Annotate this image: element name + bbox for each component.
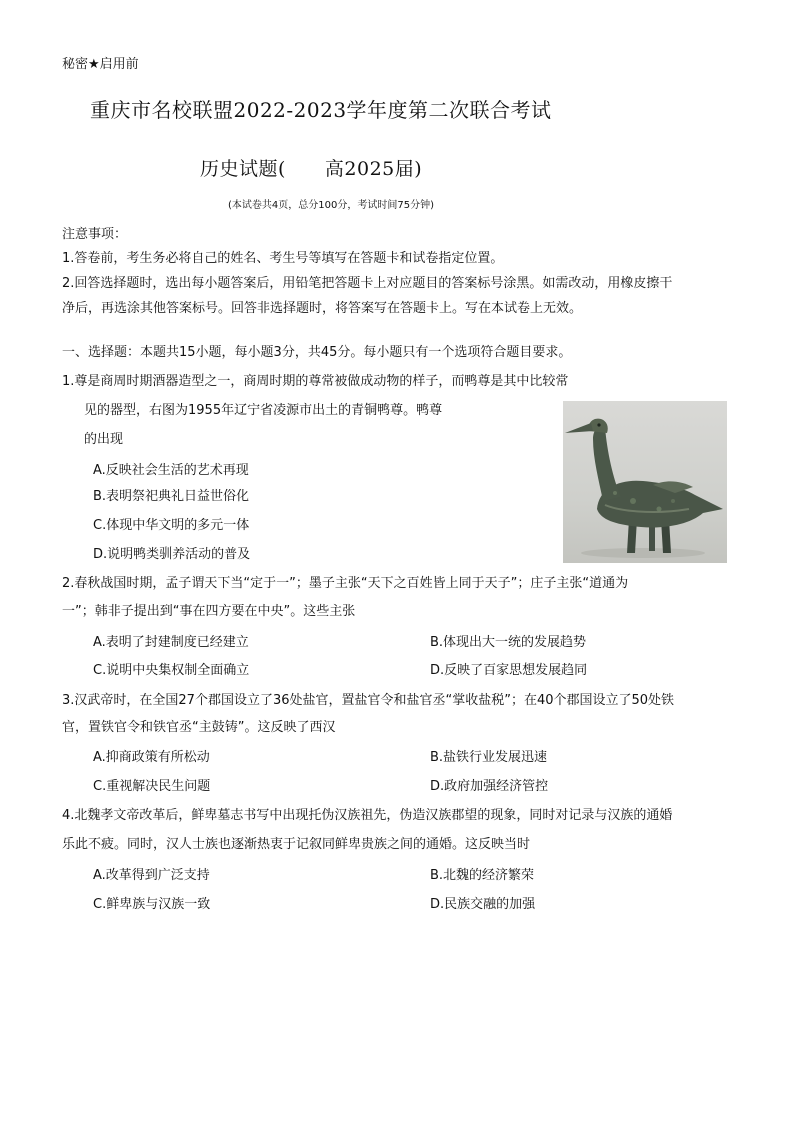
q2-option-b[interactable]: B.体现出大一统的发展趋势 [430,635,587,650]
secret-label: 秘密★启用前 [62,57,139,72]
q2-option-a[interactable]: A.表明了封建制度已经建立 [93,635,249,650]
q4-stem-line2: 乐此不疲。同时，汉人士族也逐渐热衷于记叙同鲜卑贵族之间的通婚。这反映当时 [62,837,531,852]
q3-stem-line2: 官，置铁官令和铁官丞“主鼓铸”。这反映了西汉 [62,720,336,735]
q4-stem-line1: 4.北魏孝文帝改革后，鲜卑墓志书写中出现托伪汉族祖先，伪造汉族郡望的现象，同时对记录与汉族的通婚 [62,808,673,823]
exam-subtitle: 历史试题( 高2025届) [200,158,423,180]
q2-stem-line2: 一”；韩非子提出到“事在四方要在中央”。这些主张 [62,604,356,619]
q1-stem-line2: 见的器型，右图为1955年辽宁省凌源市出土的青铜鸭尊。鸭尊 [84,403,443,418]
q3-option-b[interactable]: B.盐铁行业发展迅速 [430,750,548,765]
q4-option-d[interactable]: D.民族交融的加强 [430,897,536,912]
section-heading: 一、选择题：本题共15小题，每小题3分，共45分。每小题只有一个选项符合题目要求。 [62,345,572,360]
q2-option-c[interactable]: C.说明中央集权制全面确立 [93,663,250,678]
q1-option-c[interactable]: C.体现中华文明的多元一体 [93,518,250,533]
notes-item-2-line1: 2.回答选择题时，选出每小题答案后，用铅笔把答题卡上对应题目的答案标号涂黑。如需改动，用橡皮擦干 [62,276,673,291]
q1-stem-line3: 的出现 [84,432,124,447]
q4-option-c[interactable]: C.鲜卑族与汉族一致 [93,897,211,912]
q3-option-d[interactable]: D.政府加强经济管控 [430,779,549,794]
q3-option-c[interactable]: C.重视解决民生问题 [93,779,211,794]
q2-stem-line1: 2.春秋战国时期，孟子谓天下当“定于一”；墨子主张“天下之百姓皆上同于天子”；庄子主张“道通为 [62,576,629,591]
q4-option-b[interactable]: B.北魏的经济繁荣 [430,868,535,883]
q2-option-d[interactable]: D.反映了百家思想发展趋同 [430,663,588,678]
q1-option-a[interactable]: A.反映社会生活的艺术再现 [93,463,249,478]
exam-title: 重庆市名校联盟2022-2023学年度第二次联合考试 [90,98,552,122]
exam-info-note: (本试卷共4页，总分100分，考试时间75分钟) [228,200,434,211]
notes-item-2-line2: 净后，再选涂其他答案标号。回答非选择题时，将答案写在答题卡上。写在本试卷上无效。 [62,301,583,316]
bronze-duck-zun-photo [563,401,727,563]
notes-heading: 注意事项： [62,227,128,242]
q3-stem-line1: 3.汉武帝时，在全国27个郡国设立了36处盐官，置盐官令和盐官丞“掌收盐税”；在40个郡国设立了50处铁 [62,693,675,708]
q1-stem-line1: 1.尊是商周时期酒器造型之一，商周时期的尊常被做成动物的样子，而鸭尊是其中比较常 [62,374,569,389]
notes-item-1: 1.答卷前，考生务必将自己的姓名、考生号等填写在答题卡和试卷指定位置。 [62,251,504,266]
q3-option-a[interactable]: A.抑商政策有所松动 [93,750,210,765]
q1-option-b[interactable]: B.表明祭祀典礼日益世俗化 [93,489,250,504]
q1-option-d[interactable]: D.说明鸭类驯养活动的普及 [93,547,251,562]
q4-option-a[interactable]: A.改革得到广泛支持 [93,868,210,883]
